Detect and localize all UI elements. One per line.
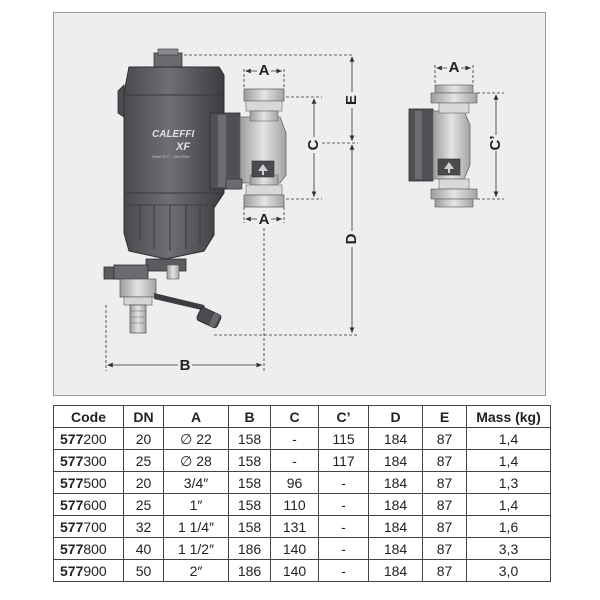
cell-code (54, 450, 124, 472)
cell-mass: 1,4 (467, 428, 551, 450)
table-row (54, 516, 551, 538)
model-logo: XF (176, 141, 191, 153)
cell-d: 184 (369, 428, 423, 450)
cell-code (54, 494, 124, 516)
cell-c: 96 (271, 472, 319, 494)
cell-a: 1 1/4″ (164, 516, 229, 538)
cell-code (54, 538, 124, 560)
header-b: B (229, 406, 271, 428)
table-row (54, 560, 551, 582)
code-prefix: 577 (60, 518, 84, 535)
table-row (54, 428, 551, 450)
cell-a: ∅ 28 (164, 450, 229, 472)
cell-dn: 32 (124, 516, 164, 538)
dimension-e-label: E (342, 94, 360, 106)
header-d: D (369, 406, 423, 428)
cell-c-prime: 117 (319, 450, 369, 472)
table-header-row (54, 406, 551, 428)
cell-mass: 3,3 (467, 538, 551, 560)
cell-c-prime: - (319, 494, 369, 516)
cell-c-prime: - (319, 560, 369, 582)
code-prefix: 577 (60, 562, 84, 579)
cell-mass: 1,6 (467, 516, 551, 538)
cell-d: 184 (369, 538, 423, 560)
cell-mass: 3,0 (467, 560, 551, 582)
code-suffix: 800 (83, 540, 107, 557)
cell-c: 131 (271, 516, 319, 538)
cell-d: 184 (369, 560, 423, 582)
cell-b: 158 (229, 450, 271, 472)
code-suffix: 200 (83, 430, 107, 447)
code-prefix: 577 (60, 430, 84, 447)
table-row (54, 494, 551, 516)
cell-c: - (271, 450, 319, 472)
cell-b: 158 (229, 472, 271, 494)
cell-dn: 40 (124, 538, 164, 560)
code-suffix: 300 (83, 452, 107, 469)
header-e: E (423, 406, 467, 428)
cell-code (54, 560, 124, 582)
cell-c: 140 (271, 560, 319, 582)
cell-mass: 1,4 (467, 494, 551, 516)
cell-d: 184 (369, 472, 423, 494)
table-row (54, 472, 551, 494)
code-prefix: 577 (60, 496, 84, 513)
cell-a: 1 1/2″ (164, 538, 229, 560)
code-suffix: 900 (83, 562, 107, 579)
cell-c: 140 (271, 538, 319, 560)
cell-mass: 1,4 (467, 450, 551, 472)
header-mass: Mass (kg) (467, 406, 551, 428)
dimension-c-label: C (304, 139, 322, 151)
dimension-a-top-label: A (258, 62, 270, 79)
header-c-prime: C’ (319, 406, 369, 428)
cell-code (54, 472, 124, 494)
cell-dn: 25 (124, 494, 164, 516)
brand-logo: CALEFFI (152, 129, 195, 140)
cell-dn: 20 (124, 472, 164, 494)
cell-e: 87 (423, 516, 467, 538)
cell-a: 1″ (164, 494, 229, 516)
cell-code (54, 516, 124, 538)
cell-c-prime: - (319, 516, 369, 538)
dimension-b-label: B (179, 357, 191, 374)
cell-dn: 25 (124, 450, 164, 472)
header-a: A (164, 406, 229, 428)
cell-b: 186 (229, 538, 271, 560)
cell-e: 87 (423, 560, 467, 582)
cell-d: 184 (369, 450, 423, 472)
cell-e: 87 (423, 538, 467, 560)
cell-b: 158 (229, 494, 271, 516)
cell-a: ∅ 22 (164, 428, 229, 450)
code-prefix: 577 (60, 452, 84, 469)
specification-table (53, 405, 551, 582)
cell-c-prime: - (319, 472, 369, 494)
cell-d: 184 (369, 494, 423, 516)
cell-d: 184 (369, 516, 423, 538)
filter-body (104, 49, 224, 333)
cell-e: 87 (423, 472, 467, 494)
cell-dn: 50 (124, 560, 164, 582)
technical-drawing (54, 13, 547, 397)
code-suffix: 700 (83, 518, 107, 535)
code-prefix: 577 (60, 474, 84, 491)
cell-b: 158 (229, 428, 271, 450)
cell-code (54, 428, 124, 450)
cell-a: 2″ (164, 560, 229, 582)
cell-e: 87 (423, 428, 467, 450)
code-suffix: 600 (83, 496, 107, 513)
cell-dn: 20 (124, 428, 164, 450)
pipe-fitting-right (409, 85, 477, 207)
cell-c-prime: 115 (319, 428, 369, 450)
cell-c: - (271, 428, 319, 450)
cell-b: 158 (229, 516, 271, 538)
header-dn: DN (124, 406, 164, 428)
cell-mass: 1,3 (467, 472, 551, 494)
technical-drawing-panel (53, 12, 546, 396)
cell-c-prime: - (319, 538, 369, 560)
cell-b: 186 (229, 560, 271, 582)
cell-a: 3/4″ (164, 472, 229, 494)
code-suffix: 500 (83, 474, 107, 491)
cell-e: 87 (423, 450, 467, 472)
cell-c: 110 (271, 494, 319, 516)
cell-e: 87 (423, 494, 467, 516)
dimension-c-prime-label: C’ (486, 135, 504, 151)
dimension-a-bottom-label: A (258, 211, 270, 228)
dimension-d-label: D (342, 233, 360, 245)
code-prefix: 577 (60, 540, 84, 557)
header-code: Code (54, 406, 124, 428)
table-row (54, 450, 551, 472)
header-c: C (271, 406, 319, 428)
table-row (54, 538, 551, 560)
dimension-a-right-label: A (448, 59, 460, 76)
logo-caption: Serie 577 – Dirt Filter (152, 154, 190, 159)
